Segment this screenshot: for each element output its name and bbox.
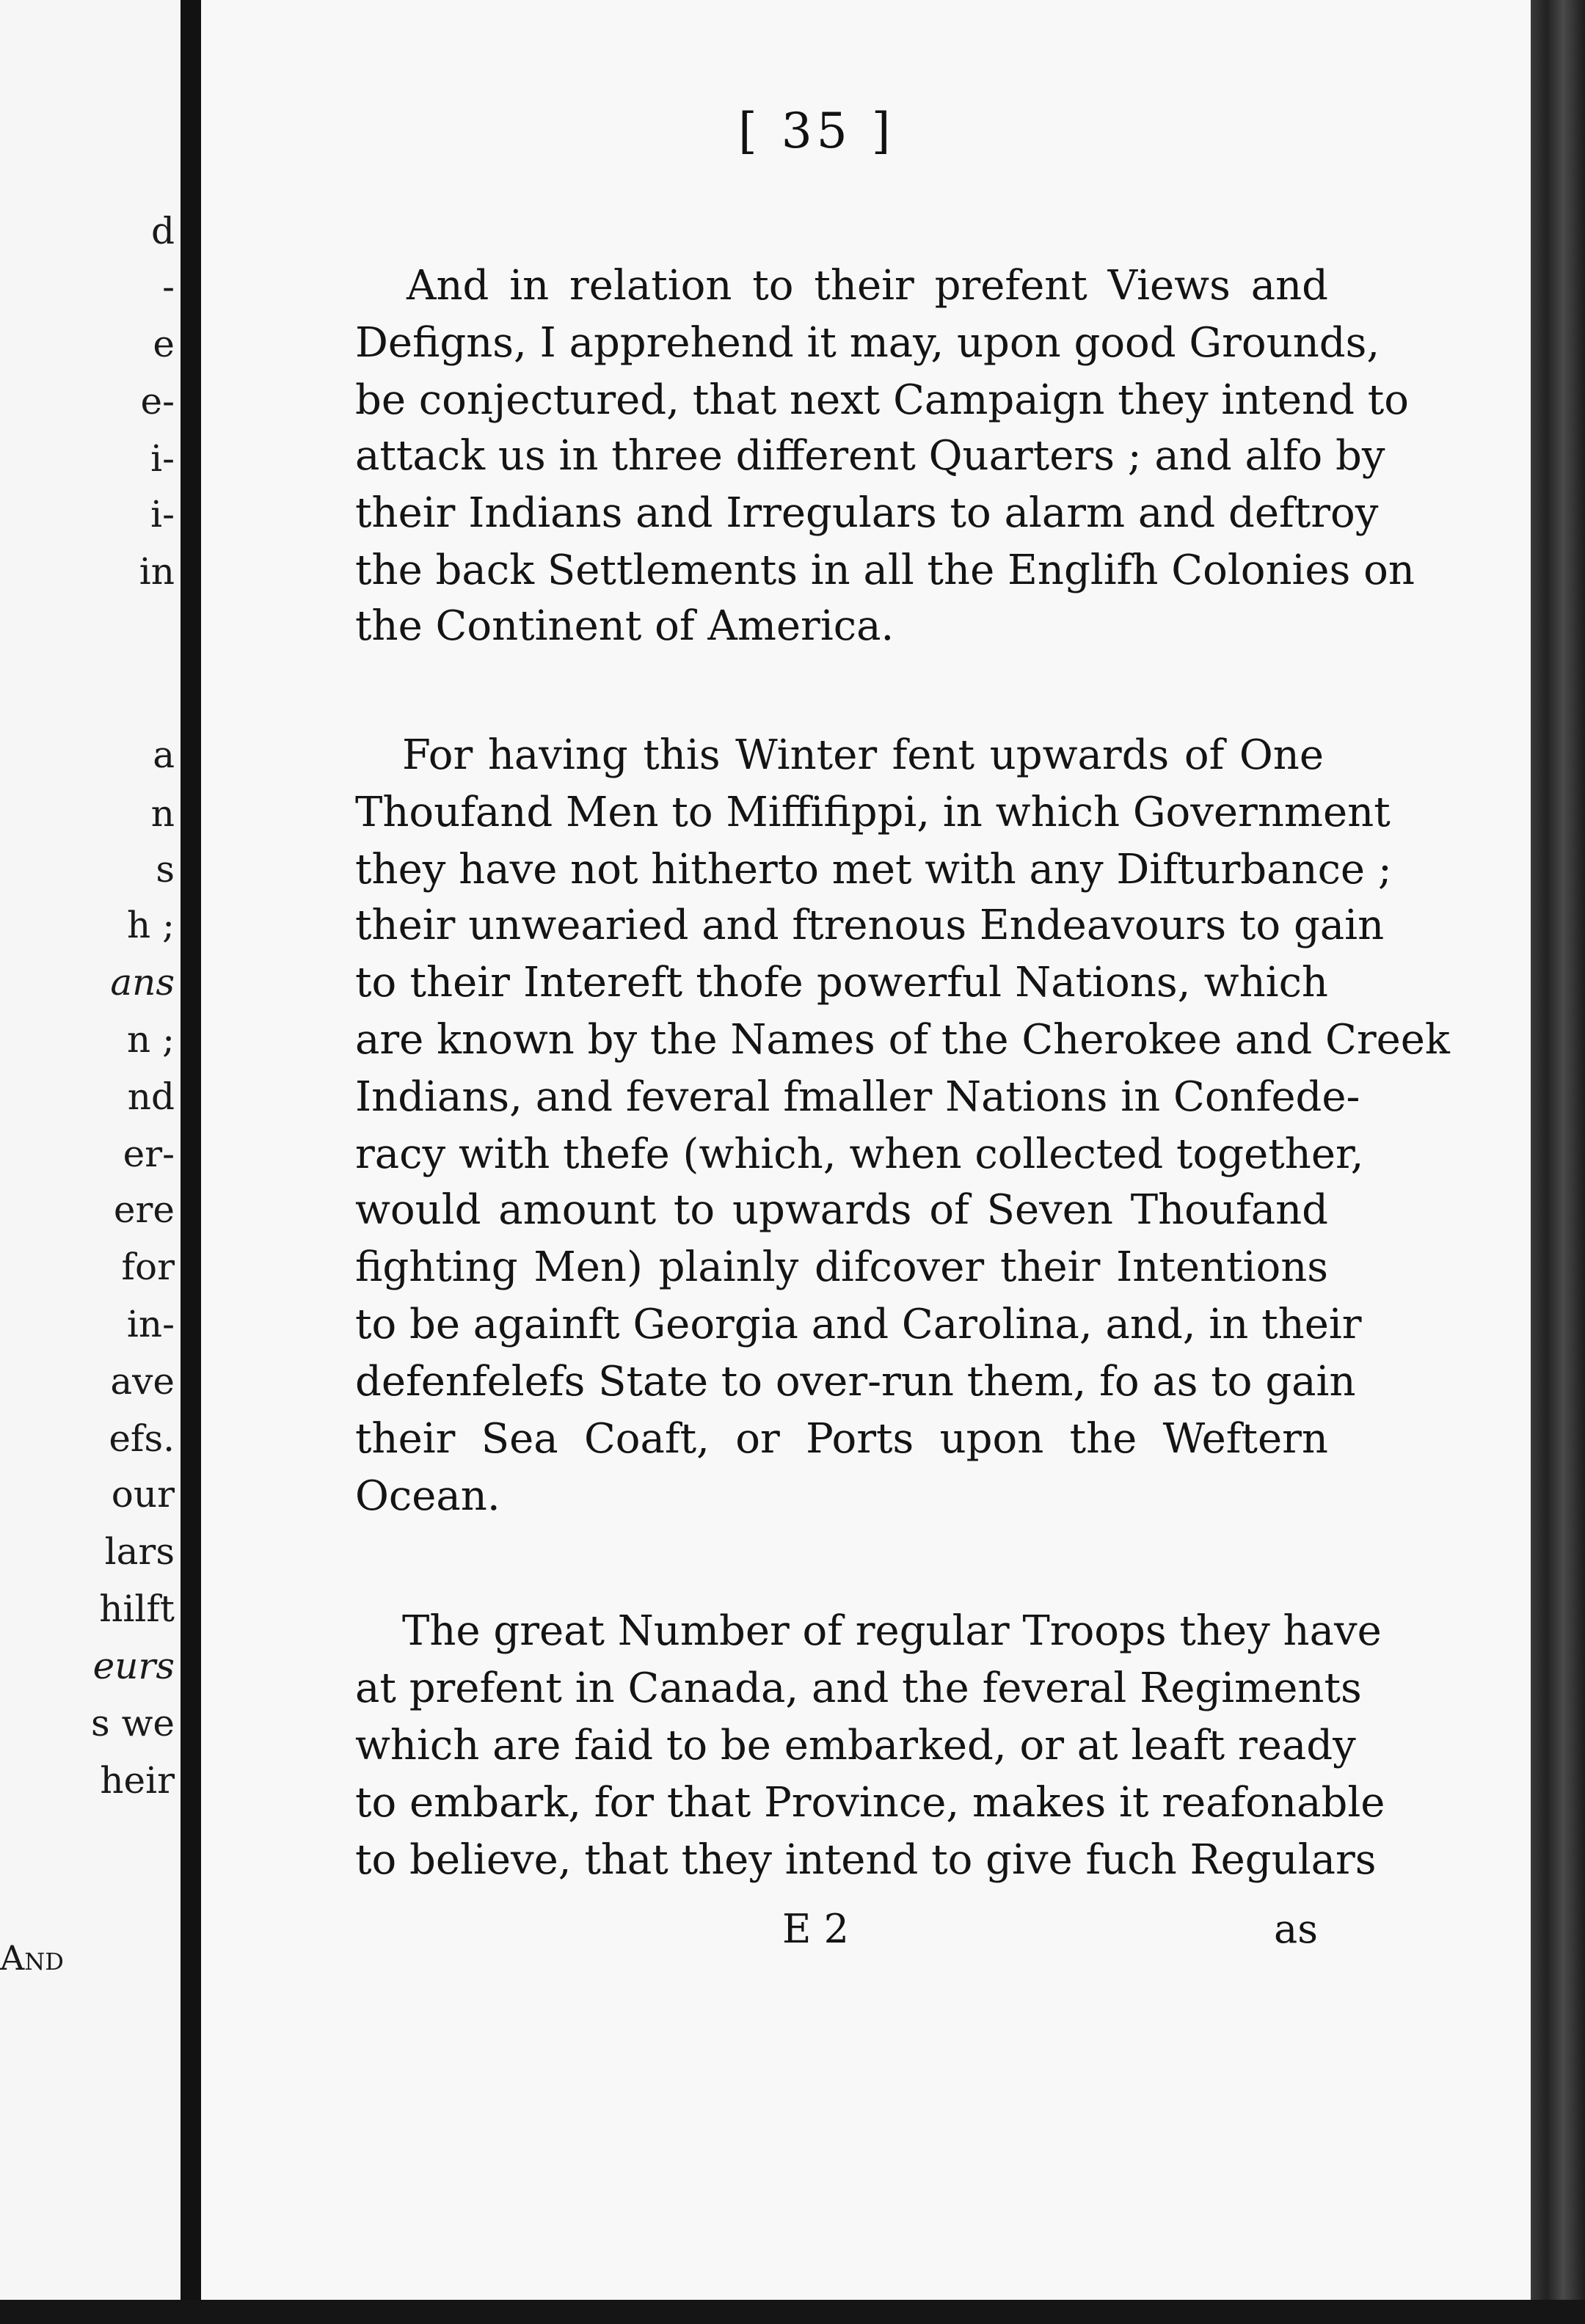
- paragraph-2-line: Indians, and feveral fmaller Nations in Confede-: [355, 1073, 1360, 1121]
- paragraph-1-line: the back Settlements in all the Englifh Colonies on: [355, 547, 1415, 594]
- paragraph-2-line: to their Intereft thofe powerful Nations, which: [355, 959, 1328, 1006]
- left-page-catchword: And: [0, 1938, 64, 1978]
- paragraph-2-line: their unwearied and ftrenous Endeavours to gain: [355, 902, 1385, 949]
- paragraph-1-line: the Continent of America.: [355, 602, 894, 650]
- paragraph-3-line: to embark, for that Province, makes it reafonable: [355, 1779, 1385, 1827]
- paragraph-3-line: which are faid to be embarked, or at leaft ready: [355, 1722, 1356, 1769]
- left-page-fragment: in-: [126, 1303, 175, 1345]
- left-page-fragment: d: [150, 210, 175, 252]
- left-facing-page: [0, 0, 181, 2311]
- paragraph-1-line: their Indians and Irregulars to alarm and deftroy: [355, 489, 1379, 537]
- left-page-fragment: hilft: [99, 1587, 175, 1630]
- paragraph-1-line: be conjectured, that next Campaign they intend to: [355, 376, 1409, 424]
- paragraph-3-line: The great Number of regular Troops they have: [402, 1607, 1382, 1655]
- left-page-fragment: ans: [110, 961, 175, 1004]
- paragraph-1-line: attack us in three different Quarters ; and alfo by: [355, 432, 1385, 480]
- left-page-fragment: n ;: [127, 1018, 175, 1061]
- paragraph-2-line: fighting Men) plainly difcover their Intentions: [355, 1243, 1328, 1291]
- paragraph-2-line: racy with thefe (which, when collected together,: [355, 1130, 1364, 1178]
- left-page-fragment: er-: [123, 1133, 175, 1175]
- page-number: [ 35 ]: [738, 103, 895, 159]
- paragraph-1-line: Defigns, I apprehend it may, upon good Grounds,: [355, 319, 1380, 367]
- paragraph-3-line: to believe, that they intend to give fuch Regulars: [355, 1836, 1377, 1884]
- paragraph-2-line: Ocean.: [355, 1472, 500, 1520]
- paragraph-2-line: For having this Winter fent upwards of One: [402, 731, 1324, 779]
- catchword: as: [1274, 1906, 1318, 1952]
- left-page-fragment: i-: [150, 493, 175, 536]
- left-page-fragment: i-: [150, 437, 175, 480]
- left-page-fragment: n: [150, 792, 175, 835]
- left-page-fragment: -: [162, 266, 175, 308]
- left-page-fragment: s: [156, 848, 175, 891]
- left-page-fragment: nd: [127, 1075, 175, 1118]
- paragraph-2-line: are known by the Names of the Cherokee and Creek: [355, 1016, 1450, 1064]
- paragraph-2-line: Thoufand Men to Miffifippi, in which Government: [355, 789, 1391, 836]
- left-page-fragment: eurs: [92, 1645, 175, 1687]
- page-edge: [1531, 0, 1585, 2324]
- bottom-edge: [0, 2300, 1585, 2324]
- paragraph-1-line: And in relation to their prefent Views and: [407, 262, 1328, 310]
- left-page-fragment: e-: [140, 380, 175, 423]
- paragraph-2-line: would amount to upwards of Seven Thoufand: [355, 1186, 1328, 1234]
- left-page-fragment: a: [153, 734, 175, 776]
- book-gutter: [181, 0, 201, 2324]
- left-page-fragment: lars: [104, 1530, 175, 1573]
- left-page-fragment: e: [153, 323, 175, 365]
- left-page-fragment: efs.: [109, 1417, 175, 1460]
- left-page-fragment: our: [111, 1473, 175, 1516]
- paragraph-2-line: they have not hitherto met with any Difturbance ;: [355, 846, 1392, 894]
- left-page-fragment: h ;: [127, 904, 175, 946]
- paragraph-2-line: to be againft Georgia and Carolina, and, in their: [355, 1301, 1362, 1348]
- left-page-fragment: for: [121, 1246, 175, 1288]
- paragraph-2-line: defenfelefs State to over-run them, fo as to gain: [355, 1358, 1356, 1406]
- left-page-fragment: heir: [100, 1759, 175, 1802]
- paragraph-2-line: their Sea Coaft, or Ports upon the Weftern: [355, 1415, 1328, 1463]
- paragraph-3-line: at prefent in Canada, and the feveral Regiments: [355, 1665, 1362, 1712]
- left-page-fragment: ave: [110, 1360, 175, 1403]
- left-page-fragment: in: [139, 550, 175, 593]
- signature-mark: E 2: [782, 1906, 849, 1952]
- left-page-fragment: ere: [113, 1188, 175, 1231]
- left-page-fragment: s we: [91, 1702, 175, 1744]
